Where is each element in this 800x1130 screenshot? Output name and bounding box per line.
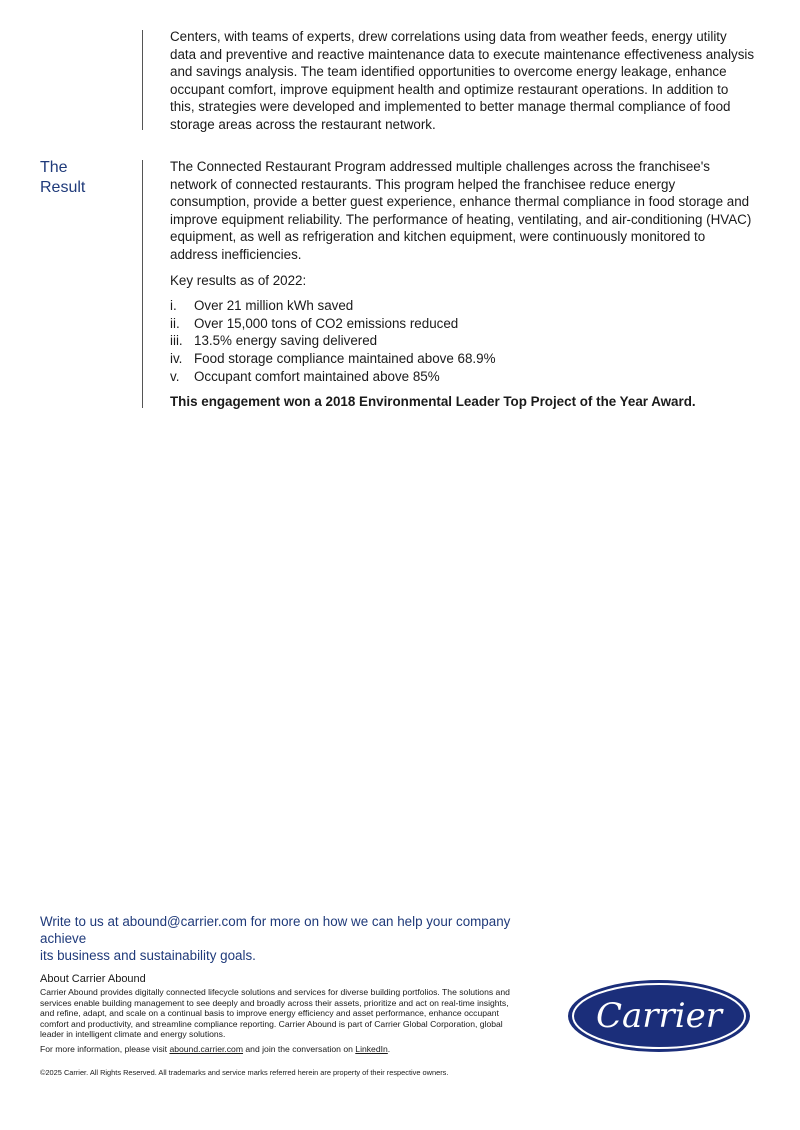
result-intro: The Connected Restaurant Program addressed multiple challenges across the franchisee's network of connected restaurants. This program helped the franchisee reduce energy consumption, provide a better guest experience, enhance thermal compliance in food storage and improve equipment reliability. The performance of heating, ventilating, and air-conditioning (HVAC) equipment, as well as refrigeration and kitchen equipment, were continuously monitored to address inefficiencies. bbox=[170, 159, 752, 262]
key-results-list bbox=[170, 297, 755, 385]
contact-callout-line1: Write to us at abound@carrier.com for more on how we can help your company achieve bbox=[40, 914, 511, 946]
section-divider bbox=[142, 30, 143, 130]
list-item: i. Over 21 million kWh saved bbox=[170, 298, 354, 314]
approach-section bbox=[0, 28, 800, 132]
about-title: About Carrier Abound bbox=[40, 973, 146, 985]
award-statement: This engagement won a 2018 Environmental Leader Top Project of the Year Award. bbox=[170, 394, 696, 410]
carrier-logo-wordmark: Carrier bbox=[595, 996, 723, 1036]
about-description: Carrier Abound provides digitally connected lifecycle solutions and services for diverse building portfolios. The solutions and services enable building management to see deeply and broadly across their assets, prioritize and act on real-time insights, and refine, adapt, and scale on a continual basis to improve energy efficiency and asset performance, enhance occupant comfort and productivity, and streamline compliance reporting. Carrier Abound is part of Carrier Global Corporation, global leader in intelligent climate and energy solutions. bbox=[40, 987, 510, 1040]
copyright-notice: ©2025 Carrier. All Rights Reserved. All trademarks and service marks referred herein are property of their respective owners. bbox=[40, 1068, 449, 1077]
approach-paragraph: Centers, with teams of experts, drew correlations using data from weather feeds, energy utility data and preventive and reactive maintenance data to execute maintenance effectiveness analysis and savings analysis. The team identified opportunities to overcome energy leakage, enhance occupant comfort, improve equipment health and optimize restaurant operations. In addition to this, strategies were developed and implemented to better manage thermal compliance of food storage areas across the restaurant network. bbox=[170, 29, 755, 132]
list-item: iii. 13.5% energy saving delivered bbox=[170, 333, 378, 349]
list-item: v. Occupant comfort maintained above 85% bbox=[170, 368, 440, 384]
list-item: ii. Over 15,000 tons of CO2 emissions reduced bbox=[170, 315, 459, 331]
website-link[interactable]: abound.carrier.com bbox=[169, 1043, 244, 1054]
linkedin-link[interactable]: LinkedIn bbox=[355, 1043, 388, 1054]
result-body bbox=[170, 158, 755, 419]
section-label-line2: Result bbox=[40, 179, 86, 196]
about-block bbox=[40, 973, 525, 1059]
key-results-heading: Key results as of 2022: bbox=[170, 272, 307, 288]
result-section bbox=[0, 158, 800, 410]
carrier-logo bbox=[567, 979, 751, 1053]
contact-callout bbox=[40, 913, 540, 964]
more-info: For more information, please visit abound.carrier.com and join the conversation on LinkedIn. bbox=[40, 1043, 391, 1054]
section-divider bbox=[142, 160, 143, 408]
contact-callout-line2: its business and sustainability goals. bbox=[40, 948, 256, 963]
section-label-line1: The bbox=[40, 159, 68, 176]
approach-body bbox=[170, 28, 755, 142]
section-label bbox=[40, 158, 130, 198]
list-item: iv. Food storage compliance maintained above 68.9% bbox=[170, 350, 496, 366]
